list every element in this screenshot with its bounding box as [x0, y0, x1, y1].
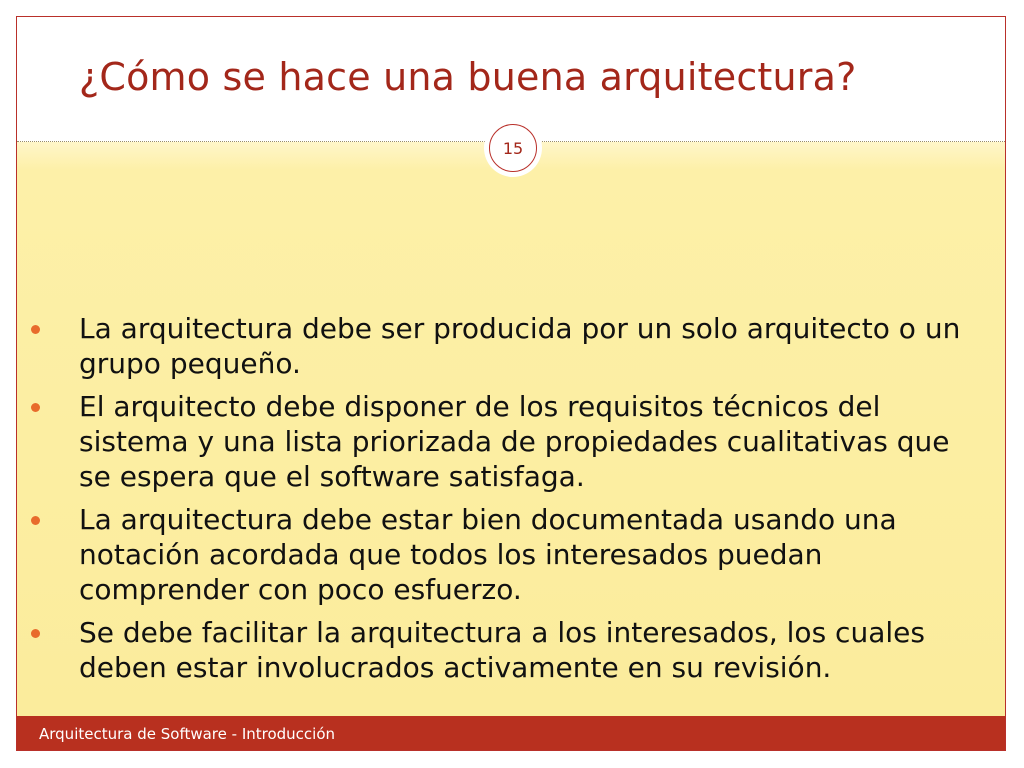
bullet-icon: [31, 516, 40, 525]
bullet-item: [17, 389, 1005, 494]
bullet-item: [17, 311, 1005, 381]
slide-title: ¿Cómo se hace una buena arquitectura?: [79, 55, 857, 99]
page-number: 15: [489, 124, 537, 172]
bullet-icon: [31, 325, 40, 334]
bullet-icon: [31, 403, 40, 412]
content-area: [17, 142, 1005, 716]
footer-bar: [17, 716, 1005, 751]
bullet-text: La arquitectura debe estar bien documentada usando una notación acordada que todos los interesados puedan comprender con poco esfuerzo.: [79, 503, 897, 606]
page-number-badge: [484, 119, 542, 177]
bullet-text: Se debe facilitar la arquitectura a los interesados, los cuales deben estar involucrados activamente en su revisión.: [79, 616, 925, 684]
bullet-list: [17, 311, 1005, 693]
bullet-icon: [31, 629, 40, 638]
footer-text: Arquitectura de Software - Introducción: [39, 725, 336, 743]
bullet-text: El arquitecto debe disponer de los requisitos técnicos del sistema y una lista priorizada de propiedades cualitativas que se espera que el software satisfaga.: [79, 390, 950, 493]
bullet-item: [17, 615, 1005, 685]
bullet-item: [17, 502, 1005, 607]
slide: [16, 16, 1006, 751]
bullet-text: La arquitectura debe ser producida por un solo arquitecto o un grupo pequeño.: [79, 312, 961, 380]
